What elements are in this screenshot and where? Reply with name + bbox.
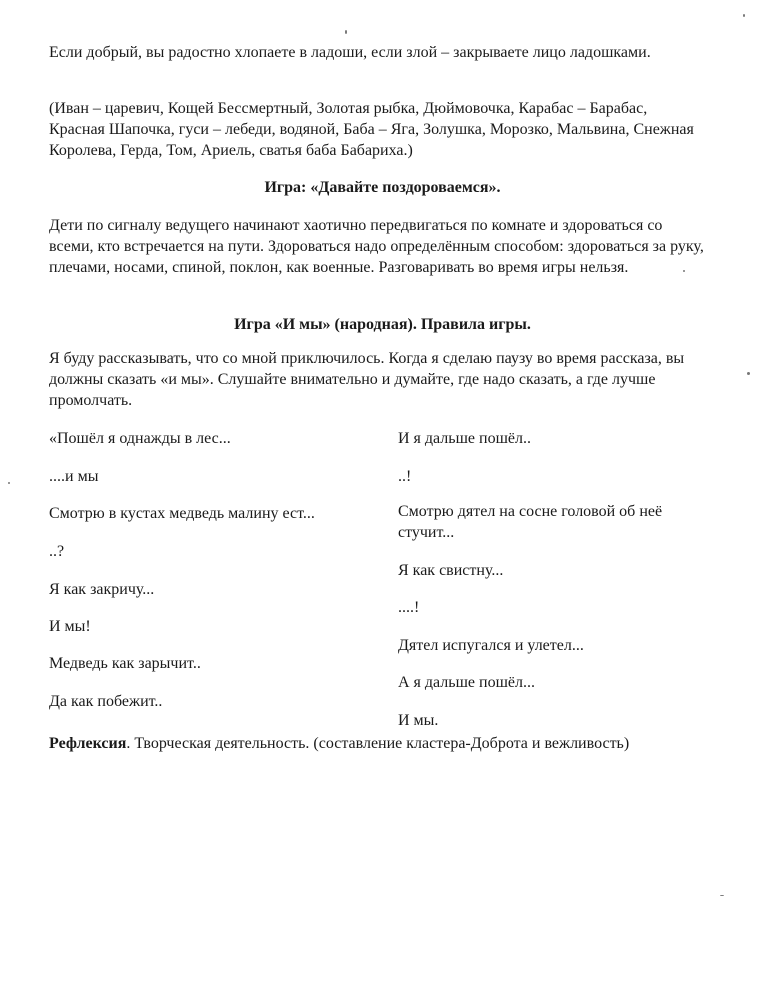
story-left-line: Медведь как зарычит.. — [49, 655, 201, 672]
story-left-line: Я как закричу... — [49, 581, 155, 598]
game2-description: Я буду рассказывать, что со мной приключилось. Когда я сделаю паузу во время рассказа, вы должны сказать «и мы». Слушайте внимательно и думайте, где надо сказать, а где лучше промолчать. — [49, 350, 685, 409]
story-right-line: А я дальше пошёл... — [398, 674, 535, 691]
reflection-paragraph — [49, 733, 739, 754]
story-right-line: ....! — [398, 599, 420, 616]
scan-speck — [683, 270, 685, 272]
intro-paragraph: Если добрый, вы радостно хлопаете в ладоши, если злой – закрываете лицо ладошками. — [49, 44, 651, 61]
scan-speck — [720, 895, 724, 896]
story-left-line: ....и мы — [49, 468, 99, 485]
scan-speck — [747, 372, 750, 375]
reflection-text: . Творческая деятельность. (составление кластера-Доброта и вежливость) — [126, 735, 630, 752]
story-right-line: Дятел испугался и улетел... — [398, 637, 584, 654]
scan-speck — [8, 482, 10, 484]
story-right-line: И мы. — [398, 712, 439, 729]
reflection-label: Рефлексия — [49, 735, 127, 752]
scan-speck — [345, 30, 347, 34]
story-right-line: ..! — [398, 468, 412, 485]
story-left-line: Да как побежит.. — [49, 693, 163, 710]
game2-title: Игра «И мы» (народная). Правила игры. — [234, 316, 531, 333]
story-left-line: ..? — [49, 543, 65, 560]
story-right-line: И я дальше пошёл.. — [398, 430, 531, 447]
story-left-line: И мы! — [49, 618, 91, 635]
game1-description: Дети по сигналу ведущего начинают хаотично передвигаться по комнате и здороваться со всеми, кто встречается на пути. Здороваться надо определённым способом: здороваться за руку, плечами, носами, спиной, поклон, как военные. Разговаривать во время игры нельзя. — [49, 217, 704, 276]
story-right-line: Я как свистну... — [398, 562, 504, 579]
game1-title: Игра: «Давайте поздороваемся». — [264, 179, 501, 196]
scan-speck — [743, 14, 745, 17]
story-right-line: Смотрю дятел на сосне головой об неё стучит... — [398, 503, 663, 541]
characters-paragraph: (Иван – царевич, Кощей Бессмертный, Золотая рыбка, Дюймовочка, Карабас – Барабас, Красная Шапочка, гуси – лебеди, водяной, Баба – Яга, Золушка, Морозко, Мальвина, Снежная Королева, Герда, Том, Ариель, сватья баба Бабариха.) — [49, 100, 694, 159]
story-left-line: Смотрю в кустах медведь малину ест... — [49, 505, 315, 522]
story-left-line: «Пошёл я однажды в лес... — [49, 430, 231, 447]
